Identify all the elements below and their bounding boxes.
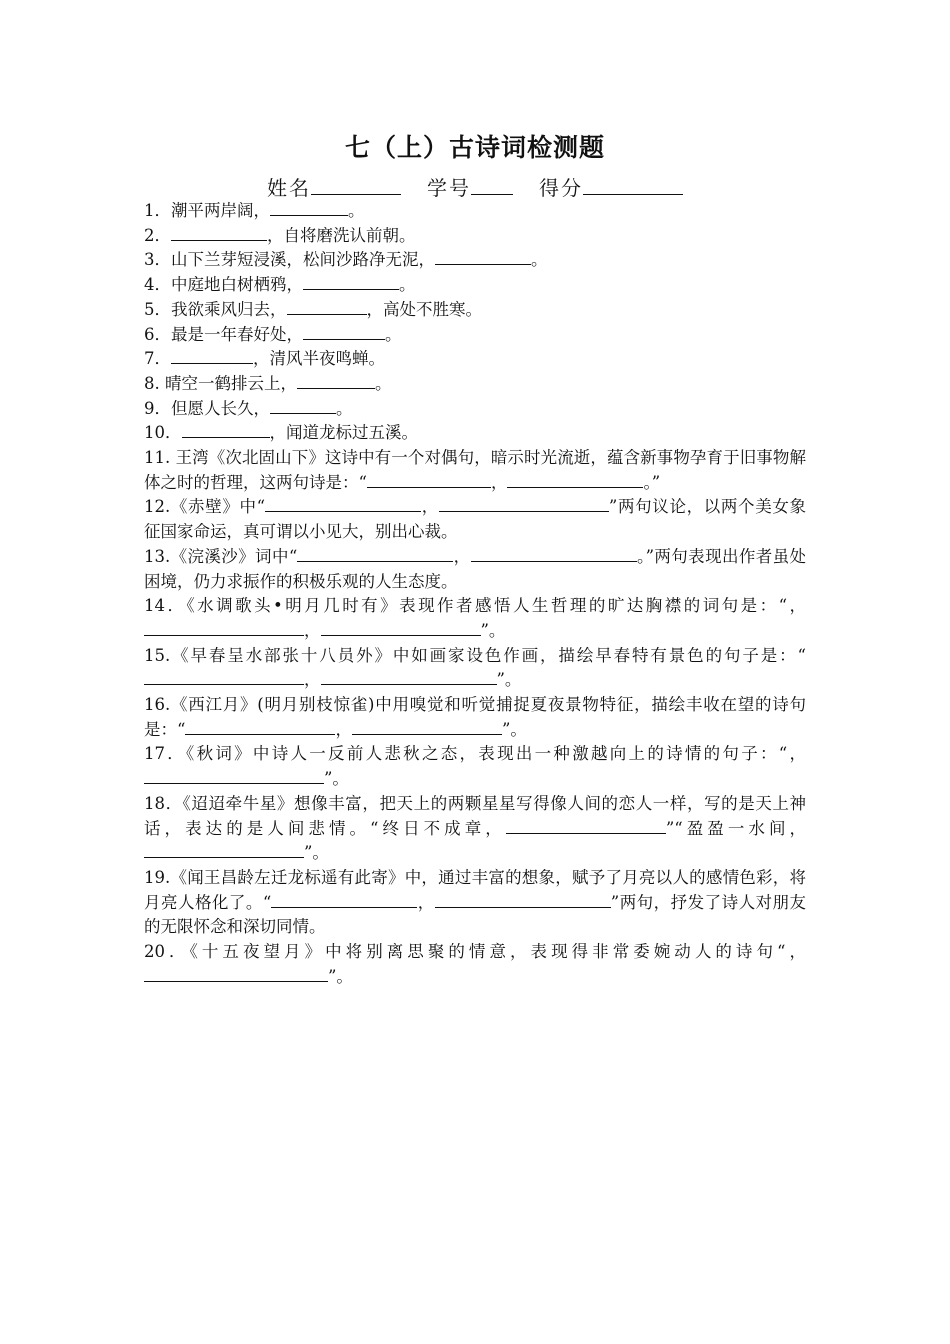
question-14: 14．《水调歌头•明月几时有》表现作者感悟人生哲理的旷达胸襟的词句是：“，， ”。 [144,596,806,640]
answer-blank[interactable] [144,769,324,784]
answer-blank[interactable] [265,497,421,512]
answer-blank[interactable] [435,250,531,265]
question-20: 20．《十五夜望月》中将别离思聚的情意，表现得非常委婉动人的诗句“，”。 [144,942,806,986]
question-3: 3．山下兰芽短浸溪，松间沙路净无泥， 。 [144,250,548,270]
question-6: 6．最是一年春好处， 。 [144,324,402,344]
question-5: 5．我欲乘风归去， ，高处不胜寒。 [144,299,482,319]
question-1: 1．潮平两岸阔， 。 [144,201,365,220]
page-title: 七（上）古诗词检测题 [344,133,605,162]
question-15: 15.《早春呈水部张十八员外》中如画家设色作画，描绘早春特有景色的句子是：“， ”。 [144,645,806,690]
answer-blank[interactable] [321,621,481,636]
score-label: 得分 [539,176,583,200]
question-19: 19.《闻王昌龄左迁龙标遥有此寄》中，通过丰富的想象，赋予了月亮以人的感情色彩，将月亮人格化了。“ ， ”两句，抒发了诗人对朋友的无限怀念和深切同情。 [144,867,807,937]
answer-blank[interactable] [144,670,304,685]
name-blank[interactable] [311,176,401,195]
answer-blank[interactable] [439,497,609,512]
answer-blank[interactable] [297,547,453,562]
question-17: 17．《秋词》中诗人一反前人悲秋之态，表现出一种激越向上的诗情的句子：“，”。 [144,744,806,789]
answer-blank[interactable] [144,621,304,636]
answer-blank[interactable] [185,720,335,735]
answer-blank[interactable] [144,843,304,858]
question-12: 12.《赤壁》中“ ， ”两句议论，以两个美女象征国家命运，真可谓以小见大，别出心裁。 [144,497,807,542]
question-10: 10． ，闻道龙标过五溪。 [144,423,418,443]
answer-blank[interactable] [303,275,399,290]
question-9: 9．但愿人长久， 。 [144,398,353,418]
answer-blank[interactable] [171,226,267,241]
answer-blank[interactable] [144,967,328,982]
answer-blank[interactable] [367,473,491,488]
question-list [144,199,806,990]
answer-blank[interactable] [303,325,385,340]
student-info-line [0,174,950,202]
number-label: 学号 [427,176,471,200]
score-blank[interactable] [583,176,683,195]
question-7: 7． ，清风半夜鸣蝉。 [144,349,385,369]
answer-blank[interactable] [507,473,643,488]
name-label: 姓名 [267,176,311,200]
question-13: 13.《浣溪沙》词中“ ， 。”两句表现出作者虽处困境，仍力求振作的积极乐观的人生态度。 [144,546,807,591]
answer-blank[interactable] [270,201,348,216]
answer-blank[interactable] [270,399,336,414]
question-2: 2． ，自将磨洗认前朝。 [144,225,416,245]
answer-blank[interactable] [271,893,417,908]
answer-blank[interactable] [435,893,611,908]
answer-blank[interactable] [171,349,253,364]
number-blank[interactable] [471,176,513,195]
answer-blank[interactable] [297,374,375,389]
answer-blank[interactable] [352,720,502,735]
question-8: 8. 晴空一鹤排云上， 。 [144,373,392,393]
answer-blank[interactable] [506,819,666,834]
answer-blank[interactable] [287,300,367,315]
answer-blank[interactable] [321,670,497,685]
question-11: 11. 王湾《次北固山下》这诗中有一个对偶句，暗示时光流逝，蕴含新事物孕育于旧事物解体之时的哲理，这两句诗是：“ ， 。” [144,448,806,492]
question-18: 18．《迢迢牵牛星》想像丰富，把天上的两颗星星写得像人间的恋人一样，写的是天上神话，表达的是人间悲情。“终日不成章， ”“盈盈一水间，”。 [144,793,806,863]
answer-blank[interactable] [182,423,270,438]
question-4: 4．中庭地白树栖鸦， 。 [144,275,416,295]
answer-blank[interactable] [471,547,637,562]
question-16: 16.《西江月》(明月别枝惊雀)中用嗅觉和听觉捕捉夏夜景物特征，描绘丰收在望的诗句是：“ ， ”。 [144,695,806,739]
